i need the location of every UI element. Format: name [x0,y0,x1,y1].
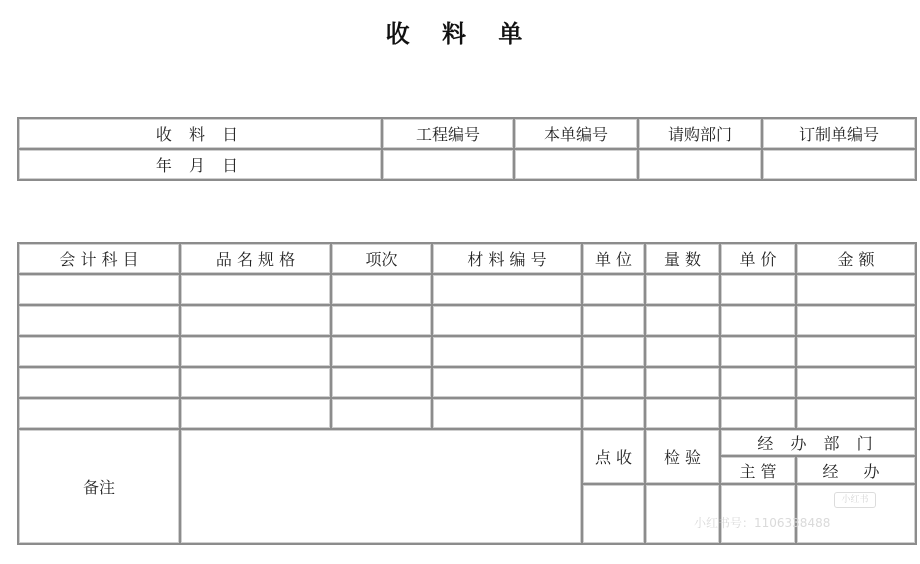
cell[interactable] [432,336,582,367]
header-table [17,117,917,181]
date-field[interactable]: 年 月 日 [18,149,382,180]
form-number-field[interactable] [514,149,638,180]
cell[interactable] [18,398,180,429]
requesting-dept-field[interactable] [638,149,762,180]
cell[interactable] [432,305,582,336]
cell[interactable] [582,398,645,429]
table-row [18,274,916,305]
cell[interactable] [180,398,331,429]
cell[interactable] [645,367,720,398]
table-row [18,398,916,429]
cell[interactable] [796,305,916,336]
col-header-material-no: 材 料 编 号 [432,243,582,274]
items-table [17,242,917,545]
watermark-id: 小红书号：1106338488 [694,516,831,530]
cell[interactable] [180,305,331,336]
cell[interactable] [180,274,331,305]
requesting-dept-label: 请购部门 [638,118,762,149]
col-header-name-spec: 品 名 规 格 [180,243,331,274]
custom-order-number-label: 订制单编号 [762,118,916,149]
cell[interactable] [18,274,180,305]
document-title: 收 料 单 [385,20,535,48]
cell[interactable] [720,305,796,336]
col-header-account: 会 计 科 目 [18,243,180,274]
cell[interactable] [645,336,720,367]
col-header-unit: 单 位 [582,243,645,274]
cell[interactable] [720,398,796,429]
cell[interactable] [18,367,180,398]
cell[interactable] [180,367,331,398]
cell[interactable] [18,336,180,367]
remarks-label: 备注 [18,429,180,544]
cell[interactable] [645,305,720,336]
cell[interactable] [331,274,432,305]
table-row [18,305,916,336]
cell[interactable] [331,336,432,367]
cell[interactable] [180,336,331,367]
cell[interactable] [796,367,916,398]
custom-order-number-field[interactable] [762,149,916,180]
cell[interactable] [645,274,720,305]
project-number-label: 工程编号 [382,118,514,149]
cell[interactable] [720,336,796,367]
cell[interactable] [432,398,582,429]
inspect-label: 检 验 [645,429,720,484]
col-header-quantity: 量 数 [645,243,720,274]
project-number-field[interactable] [382,149,514,180]
cell[interactable] [796,336,916,367]
cell[interactable] [645,398,720,429]
cell[interactable] [796,398,916,429]
table-row [18,367,916,398]
col-header-item-no: 项次 [331,243,432,274]
cell[interactable] [331,398,432,429]
cell[interactable] [582,274,645,305]
cell[interactable] [331,305,432,336]
cell[interactable] [720,367,796,398]
form-number-label: 本单编号 [514,118,638,149]
supervisor-label: 主 管 [720,456,796,484]
col-header-amount: 金 额 [796,243,916,274]
col-header-unit-price: 单 价 [720,243,796,274]
cell[interactable] [432,274,582,305]
handling-dept-label: 经 办 部 门 [720,429,916,456]
receive-date-label: 收 料 日 [18,118,382,149]
cell[interactable] [582,336,645,367]
table-row [18,336,916,367]
cell[interactable] [331,367,432,398]
cell[interactable] [18,305,180,336]
point-receive-label: 点 收 [582,429,645,484]
cell[interactable] [796,274,916,305]
watermark-logo: 小红书 [834,492,876,508]
cell[interactable] [582,367,645,398]
cell[interactable] [582,305,645,336]
handler-label: 经 办 [796,456,916,484]
cell[interactable] [432,367,582,398]
cell[interactable] [720,274,796,305]
remarks-field[interactable] [180,429,582,544]
point-receive-signature[interactable] [582,484,645,544]
